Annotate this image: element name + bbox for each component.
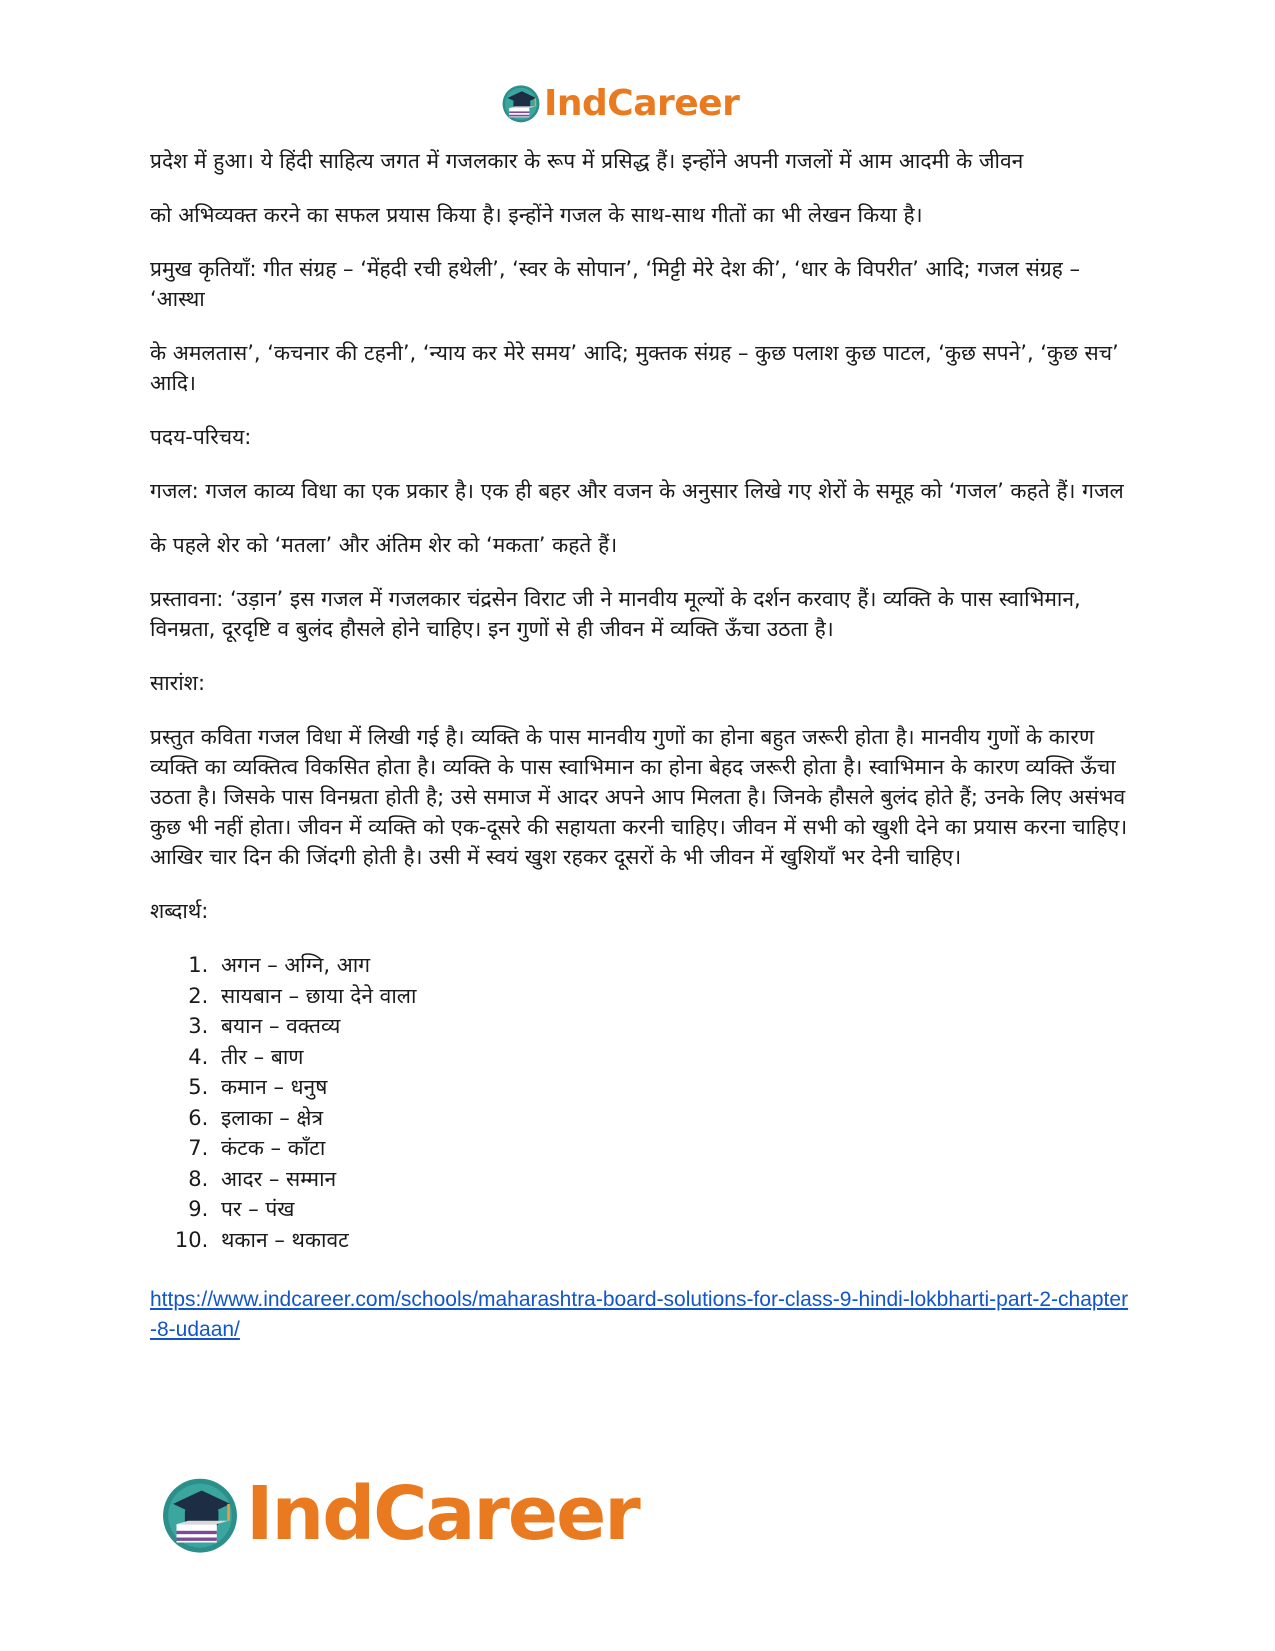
- footer-logo: [158, 1468, 639, 1560]
- paragraph: के अमलतास’, ‘कचनार की टहनी’, ‘न्याय कर मेरे समय’ आदि; मुक्तक संग्रह – कुछ पलाश कुछ पाटल, ‘कुछ सपने’, ‘कुछ सच’ आदि।: [150, 341, 1119, 395]
- section-heading: पदय-परिचय:: [150, 425, 252, 449]
- list-item: 6. इलाका – क्षेत्र: [215, 1103, 1130, 1134]
- document-body: [150, 146, 1130, 1345]
- paragraph: प्रस्तुत कविता गजल विधा में लिखी गई है। व्यक्ति के पास मानवीय गुणों का होना बहुत जरूरी होता है। मानवीय गुणों के कारण व्यक्ति का व्यक्तित्व विकसित होता है। व्यक्ति के पास स्वाभिमान का होना बेहद जरूरी होता है। स्वाभिमान के कारण व्यक्ति ऊँचा उठता है। जिसके पास विनम्रता होती है; उसे समाज में आदर अपने आप मिलता है। जिनके हौसले बुलंद होते हैं; उनके लिए असंभव कुछ भी नहीं होता। जीवन में व्यक्ति को एक-दूसरे की सहायता करनी चाहिए। जीवन में सभी को खुशी देने का प्रयास करना चाहिए। आखिर चार दिन की जिंदगी होती है। उसी में स्वयं खुश रहकर दूसरों के भी जीवन में खुशियाँ भर देनी चाहिए।: [150, 725, 1128, 869]
- list-item: 4. तीर – बाण: [215, 1042, 1130, 1073]
- paragraph: प्रमुख कृतियाँ: गीत संग्रह – ‘मेंहदी रची हथेली’, ‘स्वर के सोपान’, ‘मिट्टी मेरे देश की’, ‘धार के विपरीत’ आदि; गजल संग्रह – ‘आस्था: [150, 257, 1080, 311]
- logo-wordmark: IndCareer: [246, 1471, 639, 1557]
- graduation-cap-icon: [500, 82, 542, 124]
- paragraph: के पहले शेर को ‘मतला’ और अंतिम शेर को ‘मकता’ कहते हैं।: [150, 533, 618, 557]
- list-item: 7. कंटक – काँटा: [215, 1133, 1130, 1164]
- section-heading: सारांश:: [150, 671, 206, 695]
- list-item: 10. थकान – थकावट: [215, 1225, 1130, 1256]
- list-item: 1. अगन – अग्नि, आग: [215, 950, 1130, 981]
- section-heading: शब्दार्थ:: [150, 899, 209, 923]
- paragraph: गजल: गजल काव्य विधा का एक प्रकार है। एक ही बहर और वजन के अनुसार लिखे गए शेरों के समूह को ‘गजल’ कहते हैं। गजल: [150, 479, 1124, 503]
- glossary-list: [150, 950, 1130, 1255]
- logo-wordmark: IndCareer: [544, 82, 740, 124]
- paragraph: को अभिव्यक्त करने का सफल प्रयास किया है। इन्होंने गजल के साथ-साथ गीतों का भी लेखन किया है।: [150, 203, 923, 227]
- list-item: 8. आदर – सम्मान: [215, 1164, 1130, 1195]
- paragraph: प्रदेश में हुआ। ये हिंदी साहित्य जगत में गजलकार के रूप में प्रसिद्ध हैं। इन्होंने अपनी गजलों में आम आदमी के जीवन: [150, 149, 1024, 173]
- paragraph: प्रस्तावना: ‘उड़ान’ इस गजल में गजलकार चंद्रसेन विराट जी ने मानवीय मूल्यों के दर्शन करवाए हैं। व्यक्ति के पास स्वाभिमान, विनम्रता, दूरदृष्टि व बुलंद हौसले होने चाहिए। इन गुणों से ही जीवन में व्यक्ति ऊँचा उठता है।: [150, 587, 1081, 641]
- list-item: 3. बयान – वक्तव्य: [215, 1011, 1130, 1042]
- header-logo: [500, 78, 739, 128]
- graduation-cap-icon: [158, 1472, 242, 1556]
- list-item: 9. पर – पंख: [215, 1194, 1130, 1225]
- source-link[interactable]: https://www.indcareer.com/schools/maharashtra-board-solutions-for-class-9-hindi-lokbharti-part-2-chapter-8-udaan/: [150, 1288, 1129, 1341]
- list-item: 5. कमान – धनुष: [215, 1072, 1130, 1103]
- list-item: 2. सायबान – छाया देने वाला: [215, 981, 1130, 1012]
